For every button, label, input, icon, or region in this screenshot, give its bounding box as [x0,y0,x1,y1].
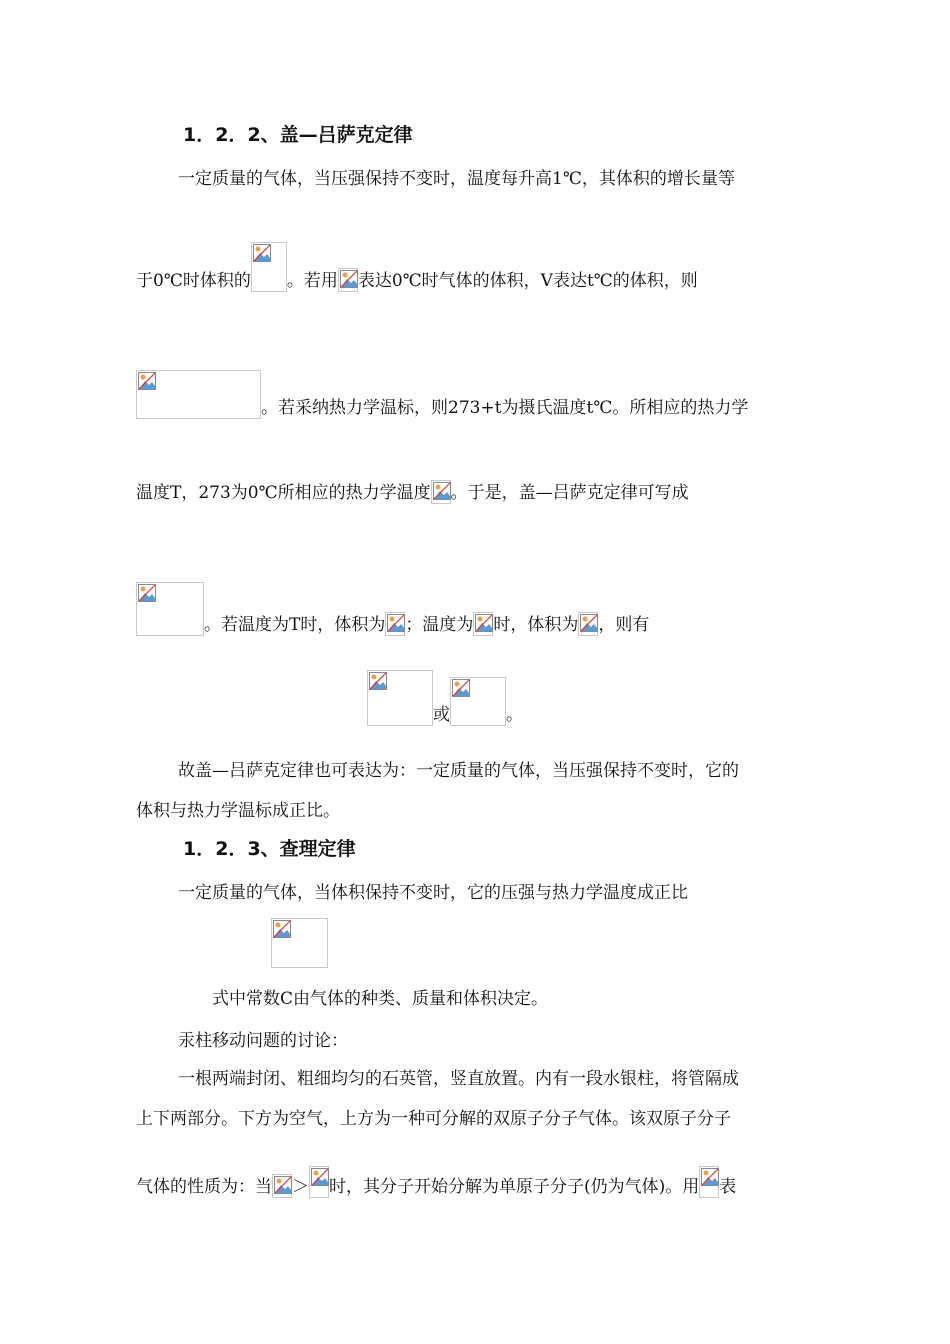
broken-image-icon [433,482,451,500]
text-run: 时，其分子开始分解为单原子分子(仍为气体)。用 [329,1177,700,1197]
broken-image-icon [580,614,598,632]
broken-image-icon [138,372,156,390]
formula-image [309,1166,329,1198]
formula-image [578,612,598,636]
paragraph-line [136,242,698,294]
paragraph-line: 式中常数C由气体的种类、质量和体积决定。 [212,989,549,1009]
formula-image [271,918,328,968]
paragraph-line [136,480,689,512]
text-run: 表 [719,1177,737,1197]
text-run: 。若温度为T时，体积为 [204,615,386,635]
paragraph-line: 一定质量的气体，当压强保持不变时，温度每升高1℃，其体积的增长量等 [178,169,735,189]
paragraph-line: 汞柱移动问题的讨论： [178,1031,348,1051]
broken-image-icon [311,1168,329,1186]
text-run: 表达0℃时气体的体积，V表达t℃的体积，则 [357,271,698,291]
broken-image-icon [452,679,470,697]
text-run: 气体的性质为：当 [136,1177,272,1197]
text-run: 时，体积为 [493,615,579,635]
section-heading-charles: 1．2．3、查理定律 [183,838,356,860]
formula-block [271,918,328,968]
formula-image [338,268,358,292]
formula-image [699,1166,719,1198]
paragraph-line [136,370,748,420]
broken-image-icon [387,614,405,632]
paragraph-line [136,582,649,638]
broken-image-icon [340,270,358,288]
text-run: 。 [506,705,523,725]
formula-image [385,612,405,636]
broken-image-icon [253,244,271,262]
formula-image [272,1174,292,1198]
text-run: ＞ [292,1177,309,1197]
formula-image [136,370,261,419]
broken-image-icon [138,584,156,602]
paragraph-line: 故盖—吕萨克定律也可表达为：一定质量的气体，当压强保持不变时，它的 [178,761,739,781]
text-run: 或 [433,705,450,725]
section-heading-gay-lussac: 1．2．2、盖—吕萨克定律 [183,124,413,146]
paragraph-line: 一定质量的气体，当体积保持不变时，它的压强与热力学温度成正比 [178,883,688,903]
paragraph-line: 上下两部分。下方为空气，上方为一种可分解的双原子分子气体。该双原子分子 [136,1109,731,1129]
text-run: 温度T，273为0℃所相应的热力学温度 [136,483,431,503]
paragraph-line: 一根两端封闭、粗细均匀的石英管，竖直放置。内有一段水银柱，将管隔成 [178,1069,739,1089]
equation-line [367,670,523,728]
text-run: ，则有 [598,615,650,635]
formula-image [367,670,433,726]
formula-image [431,480,451,504]
broken-image-icon [475,614,493,632]
broken-image-icon [369,672,387,690]
formula-image [251,242,287,292]
text-run: 。若采纳热力学温标，则273+t为摄氏温度t℃。所相应的热力学 [261,398,749,418]
formula-image [473,612,493,636]
text-run: ；温度为 [405,615,474,635]
formula-image [136,582,204,636]
paragraph-line [136,1166,736,1200]
text-run: 。于是，盖—吕萨克定律可写成 [450,483,689,503]
broken-image-icon [273,920,291,938]
paragraph-line: 体积与热力学温标成正比。 [136,801,340,821]
broken-image-icon [701,1168,719,1186]
broken-image-icon [274,1176,292,1194]
formula-image [450,677,506,726]
text-run: 。若用 [286,271,338,291]
text-run: 于0℃时体积的 [136,271,251,291]
